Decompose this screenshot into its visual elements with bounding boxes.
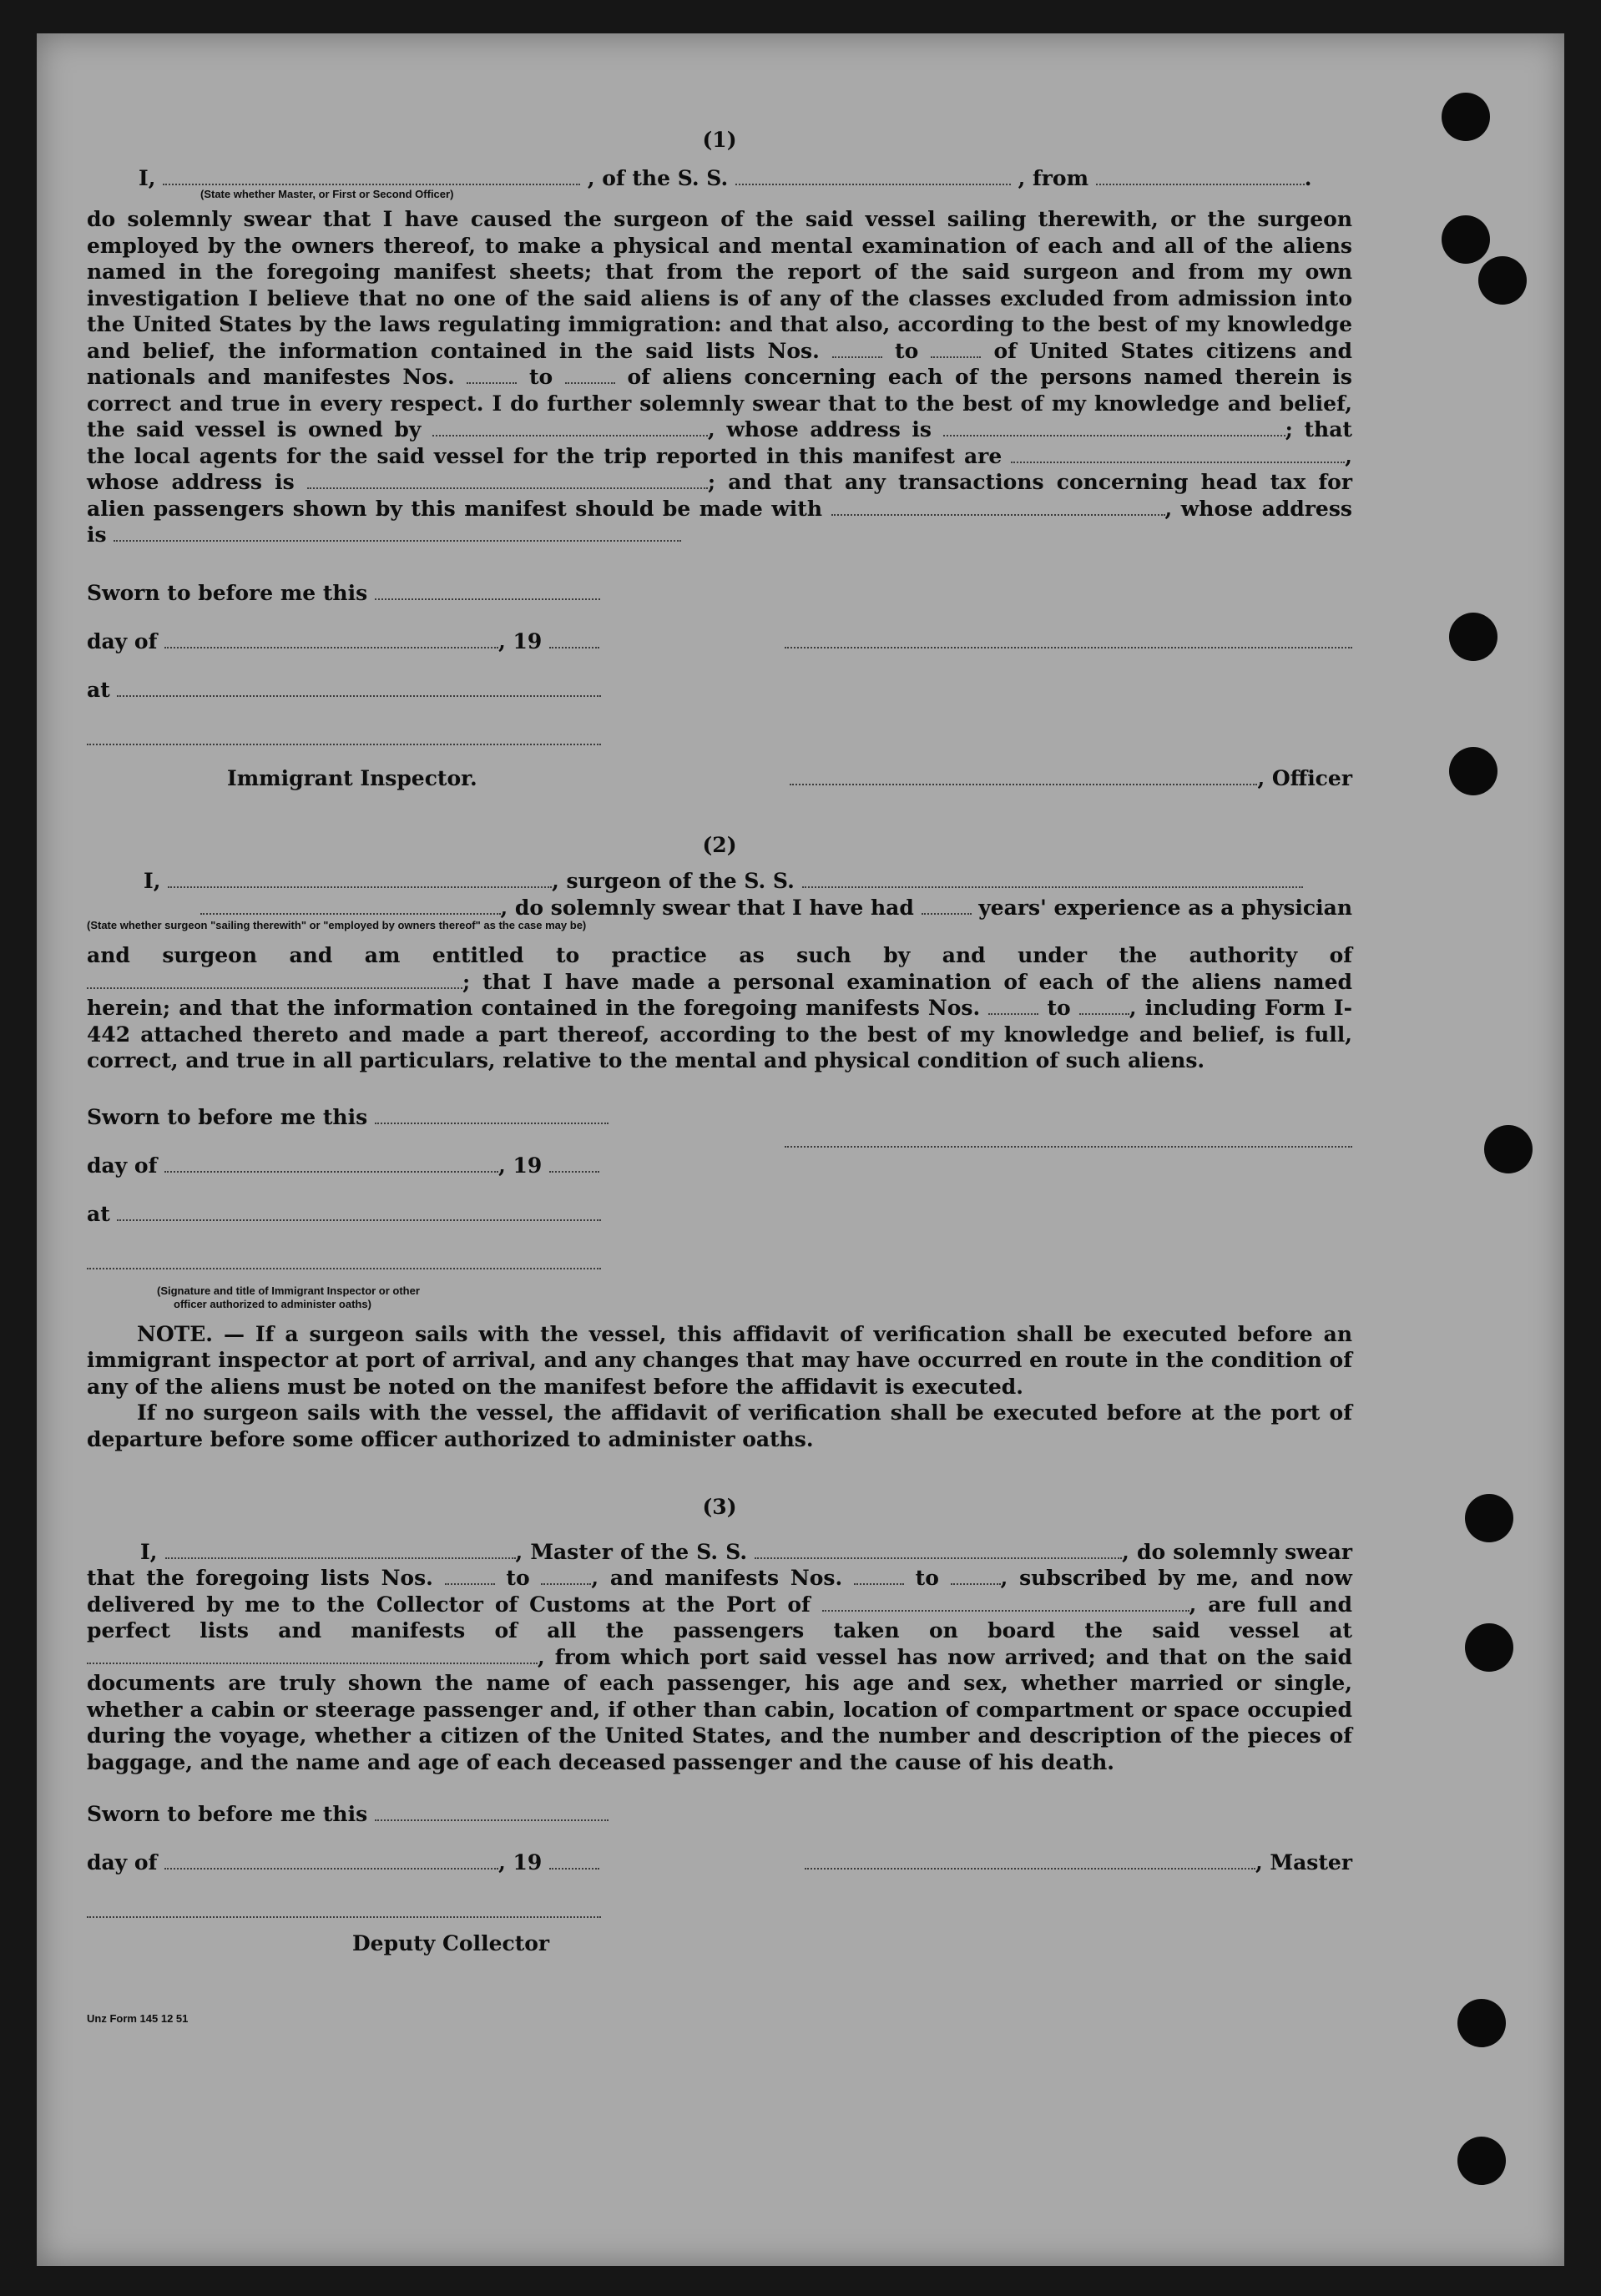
- text-lists-nos: that the foregoing lists Nos.: [87, 1566, 433, 1590]
- sworn-left: [87, 1801, 609, 1828]
- section-1-text-us: of United States citizens and nationals and manifestes Nos.: [87, 338, 1352, 389]
- port-field[interactable]: [822, 1592, 1189, 1612]
- text-from: , from: [538, 1644, 611, 1669]
- vessel-name-field[interactable]: [735, 165, 1011, 185]
- text-years-exp: years' experience as a physician: [978, 895, 1352, 920]
- text-to: to: [915, 1566, 939, 1590]
- section-2-text-b: , including Form I-442 attached thereto and made a part thereof, according to the best of my knowledge and belief, is full, correct, and true in all particulars, relative to the mental and physical condition of such aliens.: [87, 996, 1352, 1072]
- section-2-surgeon-line: [87, 868, 1352, 895]
- text-subscribed: , subscribed by me, and now delivered: [87, 1566, 1352, 1617]
- agents-field[interactable]: [1011, 443, 1345, 463]
- text-from: , from: [1018, 165, 1089, 190]
- punch-hole: [1442, 93, 1490, 141]
- owner-address-field[interactable]: [943, 416, 1285, 436]
- master-label: , Master: [1255, 1849, 1352, 1875]
- date-row: [87, 615, 1352, 664]
- month-field[interactable]: [164, 628, 498, 648]
- s2-month-field[interactable]: [164, 1153, 498, 1173]
- section-2-sworn-block: [87, 1091, 1352, 1311]
- section-3-number: (3): [702, 1495, 737, 1519]
- punch-hole: [1465, 1494, 1513, 1542]
- witness-line-left: [87, 1249, 601, 1276]
- date-row: [87, 1139, 1352, 1188]
- deputy-line-row: [87, 1884, 1352, 1932]
- authority-field[interactable]: [87, 969, 462, 989]
- text-full-lists: , are full and perfect lists and: [87, 1592, 1352, 1643]
- section-1-text-agents: ; that the local agents for the said vessel for the trip reported in this manifest are: [87, 417, 1352, 468]
- s3-month-field[interactable]: [164, 1849, 498, 1870]
- section-1-number: (1): [702, 128, 737, 152]
- date-right: [805, 1849, 1352, 1876]
- text-swear-had: , do solemnly swear that I have had: [500, 895, 914, 920]
- text-to: to: [1047, 996, 1071, 1020]
- punch-hole: [1484, 1125, 1533, 1173]
- surgeon-name-field[interactable]: [168, 868, 552, 888]
- witness-note-2: officer authorized to administer oaths): [174, 1297, 371, 1310]
- inspector-label: Immigrant Inspector.: [227, 766, 477, 790]
- s3-manifests-from-field[interactable]: [854, 1565, 904, 1585]
- deputy-label: Deputy Collector: [352, 1931, 550, 1955]
- at-label: at: [87, 678, 110, 702]
- section-2-text-authority: and surgeon and am entitled to practice as such by and under the authority of: [87, 943, 1352, 967]
- surgeon-vessel-field[interactable]: [802, 868, 1303, 888]
- text-i: I,: [139, 165, 156, 190]
- section-2-number: (2): [702, 832, 737, 857]
- master-signature-line[interactable]: [805, 1851, 1255, 1870]
- punch-hole: [1457, 1999, 1506, 2047]
- section-2-note: NOTE. — If a surgeon sails with the vessel, this affidavit of verification shall be executed before an immigrant inspector at port of arrival, and any changes that may have occurred en route in the condition of any of the aliens must be noted on the manifest before the affidavit is executed.: [87, 1321, 1352, 1399]
- date-right: [785, 628, 1352, 655]
- year-label: , 19: [498, 629, 543, 653]
- officer-right: [790, 765, 1352, 792]
- section-1-text-transactions: ; and that any transactions concerning head tax for alien passengers shown by this manifest should be made with: [87, 470, 1352, 521]
- text-whose-address: whose address is: [87, 496, 1352, 547]
- s3-year-field[interactable]: [549, 1849, 599, 1870]
- head-tax-address-field[interactable]: [114, 522, 681, 542]
- officer-label: , Officer: [1257, 766, 1352, 790]
- section-1-sworn-block: [87, 567, 1352, 800]
- section-3-sworn-block: [87, 1787, 1352, 1957]
- text-whose-address: , whose address is: [87, 443, 1352, 494]
- master-name-field[interactable]: [165, 1539, 516, 1559]
- section-2-note-2: If no surgeon sails with the vessel, the affidavit of verification shall be executed before at the port of departure before some officer authorized to administer oaths.: [87, 1400, 1352, 1451]
- lists-from-field[interactable]: [832, 338, 882, 358]
- text-to: to: [528, 365, 553, 389]
- punch-hole: [1478, 256, 1527, 305]
- affidavit-form: [87, 100, 1352, 2031]
- section-1-text-b: concerning each of the persons named therein is correct and true in every respect. I do further solemnly swear that to the best of my knowledge and belief, the said vessel is owned by: [87, 365, 1352, 442]
- text-surgeon-of: , surgeon of the S. S.: [552, 869, 795, 893]
- text-to: to: [506, 1566, 530, 1590]
- date-right: [785, 1128, 1352, 1154]
- manifests-from-field[interactable]: [467, 364, 517, 384]
- agents-address-field[interactable]: [307, 469, 708, 489]
- sworn-row: [87, 567, 1352, 615]
- punch-hole: [1465, 1623, 1513, 1672]
- text-comma: ,: [1164, 496, 1173, 521]
- sworn-label: Sworn to before me this: [87, 1105, 368, 1129]
- inspector-signature-line[interactable]: [87, 727, 601, 745]
- section-1-text-a: do solemnly swear that I have caused the surgeon of the said vessel sailing therewith, or the surgeon employed by the owners thereof, to make a physical and mental examination of each and all of the aliens named in the foregoing manifest sheets; that from the report of the said surgeon and from my own investigation I believe that no one of the said aliens is of any of the classes excluded from admission into the United States by the laws regulating immigration: and that also, according to the best of my knowledge and belief, the information contained in the said lists Nos.: [87, 207, 1352, 363]
- at-label: at: [87, 1202, 110, 1226]
- at-place-field[interactable]: [117, 677, 601, 697]
- date-left: [87, 628, 599, 655]
- from-port-field[interactable]: [1096, 165, 1305, 185]
- deputy-row: [352, 1930, 1352, 1957]
- section-1-body: [87, 206, 1352, 548]
- punch-hole: [1442, 215, 1490, 264]
- section-2-experience-line: [87, 895, 1352, 921]
- sworn-day-field[interactable]: [375, 580, 600, 600]
- at-row: [87, 1188, 1352, 1236]
- text-i: I,: [144, 869, 161, 893]
- text-manifests-nos: , and manifests Nos.: [591, 1566, 843, 1590]
- deputy-signature-line[interactable]: [87, 1900, 601, 1918]
- s2-sworn-day-field[interactable]: [375, 1104, 609, 1124]
- at-left: [87, 677, 601, 704]
- master-vessel-field[interactable]: [755, 1539, 1122, 1559]
- year-label: , 19: [498, 1849, 543, 1875]
- boarding-port-field[interactable]: [87, 1644, 538, 1664]
- officer-note: (State whether Master, or First or Second Officer): [200, 188, 454, 200]
- lists-to-field[interactable]: [931, 338, 981, 358]
- manifests-to-field[interactable]: [565, 364, 615, 384]
- s2-year-field[interactable]: [549, 1153, 599, 1173]
- officer-name-field[interactable]: [163, 165, 580, 185]
- officer-left: [227, 765, 477, 792]
- section-1-text-aliens: of aliens: [627, 365, 732, 389]
- deputy-line-left: [87, 1898, 601, 1925]
- s2-manifests-from-field[interactable]: [988, 995, 1038, 1015]
- year-label: , 19: [498, 1153, 543, 1178]
- owner-field[interactable]: [432, 416, 708, 436]
- sworn-left: [87, 1104, 609, 1131]
- punch-hole: [1449, 747, 1497, 795]
- s2-at-place-field[interactable]: [117, 1201, 601, 1221]
- day-of-label: day of: [87, 629, 158, 653]
- text-swear: , do solemnly swear: [1122, 1539, 1352, 1564]
- section-3-text: which port said vessel has now arrived; and that on the said documents are truly shown the name of each passenger, his age and sex, whether married or single, whether a cabin or steerage passenger and, if other than cabin, location of compartment or space occupied during the voyage, whether a citizen of the United States, and the number and description of the pieces of baggage, and the name and age of each deceased passenger and the cause of his death.: [87, 1644, 1352, 1774]
- at-row: [87, 664, 1352, 712]
- date-left: [87, 1849, 599, 1876]
- s2-manifests-to-field[interactable]: [1079, 995, 1129, 1015]
- text-manifests-all: manifests of all the passengers taken on board the said vessel at: [351, 1618, 1352, 1643]
- officer-signature-line[interactable]: [790, 767, 1257, 785]
- s3-lists-from-field[interactable]: [445, 1565, 495, 1585]
- inspector-line-row: [87, 712, 1352, 760]
- year-field[interactable]: [549, 628, 599, 648]
- text-to: to: [895, 338, 919, 363]
- text-i: I,: [140, 1539, 158, 1564]
- officer-row: [87, 760, 1352, 800]
- day-of-label: day of: [87, 1849, 158, 1875]
- inspector-line-left: [87, 725, 601, 752]
- punch-hole: [1457, 2137, 1506, 2185]
- surgeon-note: (State whether surgeon "sailing therewith" or "employed by owners thereof" as the case may be): [87, 919, 587, 931]
- s3-manifests-to-field[interactable]: [951, 1565, 1001, 1585]
- years-field[interactable]: [922, 895, 972, 915]
- s2-signature-line[interactable]: [785, 1129, 1352, 1148]
- witness-note-1: (Signature and title of Immigrant Inspector or other: [157, 1284, 420, 1297]
- text-of-ss: , of the S. S.: [587, 165, 729, 190]
- s3-sworn-day-field[interactable]: [375, 1801, 609, 1821]
- section-2-text-a: that I have made a personal examination of each of the aliens named herein; and that the information contained in the foregoing manifests Nos.: [87, 969, 1352, 1020]
- sworn-left: [87, 580, 600, 607]
- head-tax-field[interactable]: [831, 496, 1165, 516]
- text-period: .: [1304, 165, 1312, 190]
- witness-signature-line[interactable]: [87, 1251, 601, 1269]
- sworn-row: [87, 1787, 1352, 1835]
- section-2-body: [87, 942, 1352, 1074]
- sworn-label: Sworn to before me this: [87, 1801, 368, 1826]
- at-left: [87, 1201, 601, 1228]
- s3-lists-to-field[interactable]: [541, 1565, 591, 1585]
- text-master-of: , Master of the S. S.: [515, 1539, 748, 1564]
- punch-hole: [1449, 613, 1497, 661]
- form-number: Unz Form 145 12 51: [87, 2011, 189, 2025]
- day-of-label: day of: [87, 1153, 158, 1178]
- surgeon-status-field[interactable]: [200, 895, 501, 915]
- date-left: [87, 1153, 599, 1179]
- witness-line-row: [87, 1236, 1352, 1284]
- signature-line[interactable]: [785, 630, 1352, 648]
- text-semicolon: ;: [462, 969, 471, 994]
- date-row: [87, 1835, 1352, 1884]
- section-3-body: [87, 1539, 1352, 1776]
- text-whose-address: , whose address is: [708, 417, 932, 442]
- sworn-label: Sworn to before me this: [87, 581, 368, 605]
- text-collector: by me to the Collector of Customs at the Port of: [206, 1592, 811, 1617]
